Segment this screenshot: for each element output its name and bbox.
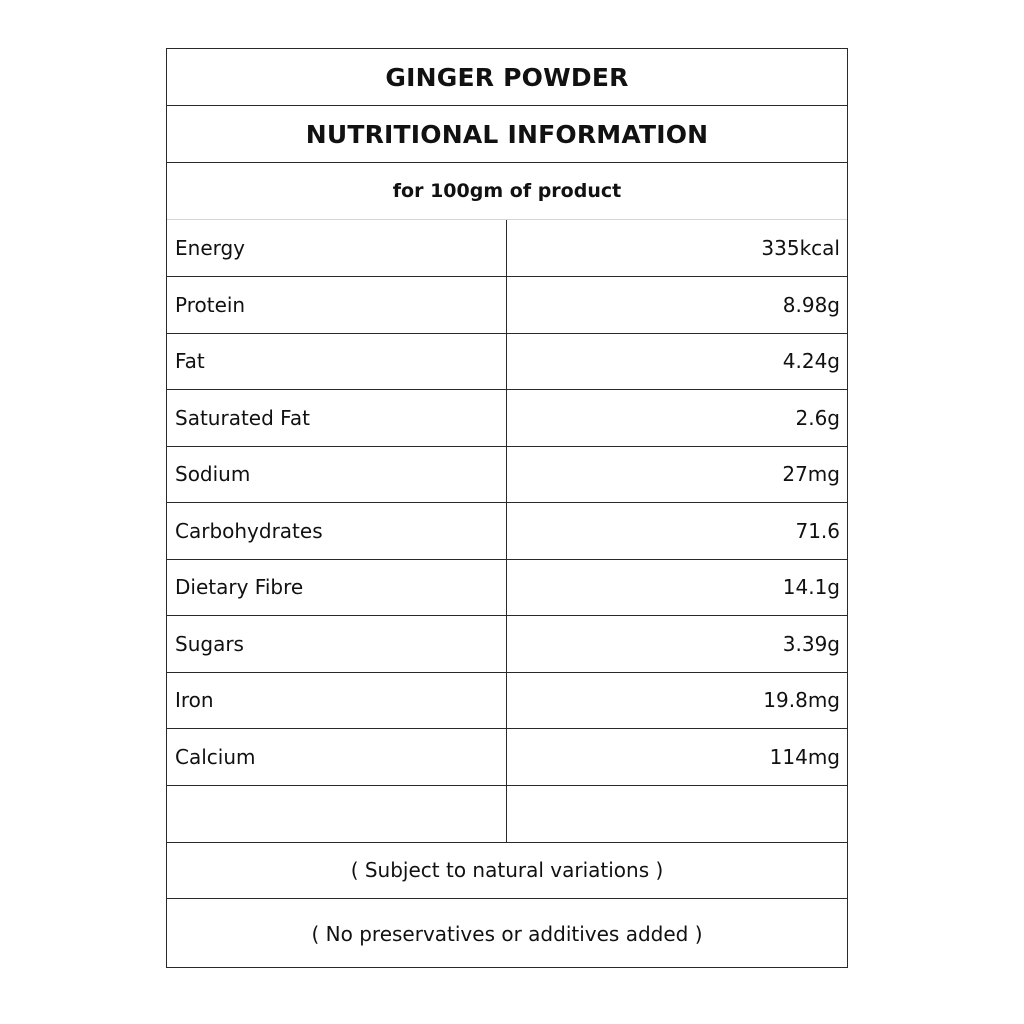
nutrient-name: Fat <box>175 349 205 373</box>
product-title: GINGER POWDER <box>385 62 629 92</box>
nutrient-value: 19.8mg <box>506 672 847 728</box>
nutrient-name: Saturated Fat <box>175 406 310 430</box>
table-row <box>167 390 847 447</box>
preservatives-note-row <box>167 899 847 968</box>
title-row <box>167 49 847 106</box>
table-row <box>167 220 847 277</box>
nutrient-name: Energy <box>175 236 246 260</box>
nutrient-value: 71.6 <box>506 503 847 559</box>
nutrient-name: Dietary Fibre <box>175 575 304 599</box>
nutrient-value: 2.6g <box>506 390 847 446</box>
nutrient-value: 14.1g <box>506 559 847 615</box>
basis-row <box>167 163 847 220</box>
preservatives-note: ( No preservatives or additives added ) <box>311 921 703 946</box>
table-row <box>167 333 847 390</box>
empty-nutrient-value-cell <box>506 786 847 842</box>
table-row <box>167 559 847 616</box>
nutrient-name: Sodium <box>175 462 251 486</box>
empty-nutrient-name-cell <box>167 786 506 842</box>
natural-variation-note-row <box>167 842 847 899</box>
nutrient-value: 114mg <box>506 729 847 785</box>
nutrient-value: 27mg <box>506 446 847 502</box>
nutrient-name: Iron <box>175 688 214 712</box>
table-row <box>167 672 847 729</box>
table-row <box>167 729 847 786</box>
nutrition-heading: NUTRITIONAL INFORMATION <box>305 119 709 149</box>
serving-basis: for 100gm of product <box>392 180 622 202</box>
subtitle-row <box>167 106 847 163</box>
nutrient-value: 3.39g <box>506 616 847 672</box>
table-row <box>167 277 847 334</box>
nutrient-name: Carbohydrates <box>175 519 323 543</box>
table-row <box>167 503 847 560</box>
nutrient-value: 4.24g <box>506 333 847 389</box>
nutrient-name: Protein <box>175 293 246 317</box>
nutrient-name: Calcium <box>175 745 256 769</box>
nutrient-value: 335kcal <box>506 220 847 276</box>
nutrient-value: 8.98g <box>506 277 847 333</box>
nutrient-name: Sugars <box>175 632 244 656</box>
nutrition-table <box>166 48 848 968</box>
table-row <box>167 616 847 673</box>
empty-table-row <box>167 786 847 843</box>
natural-variation-note: ( Subject to natural variations ) <box>350 858 664 882</box>
table-row <box>167 446 847 503</box>
